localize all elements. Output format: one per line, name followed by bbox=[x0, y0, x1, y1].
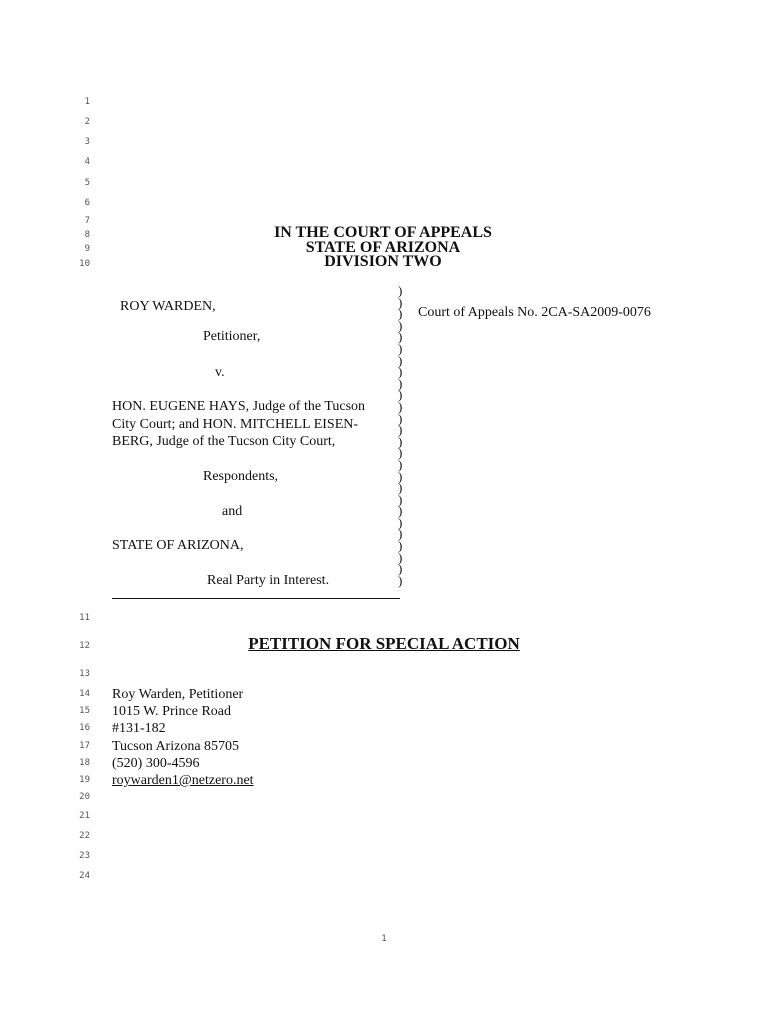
paren: ) bbox=[398, 387, 403, 403]
paren: ) bbox=[398, 317, 403, 333]
line-number: 13 bbox=[79, 669, 90, 679]
petitioner-role: Petitioner, bbox=[203, 329, 261, 344]
and-text: and bbox=[222, 504, 243, 519]
line-number: 19 bbox=[79, 775, 90, 785]
paren: ) bbox=[398, 433, 403, 449]
respondent-role: Respondents, bbox=[203, 469, 279, 484]
contact-address1: 1015 W. Prince Road bbox=[112, 704, 231, 719]
line-number: 8 bbox=[84, 230, 90, 240]
line-number: 21 bbox=[79, 811, 90, 821]
paren: ) bbox=[398, 294, 403, 310]
page-number: 1 bbox=[381, 934, 387, 944]
case-number: Court of Appeals No. 2CA-SA2009-0076 bbox=[418, 305, 651, 320]
paren: ) bbox=[398, 561, 403, 577]
line-number: 2 bbox=[84, 117, 90, 127]
paren: ) bbox=[398, 549, 403, 565]
line-number: 10 bbox=[79, 259, 90, 269]
line-number: 24 bbox=[79, 871, 90, 881]
paren: ) bbox=[398, 456, 403, 472]
contact-name: Roy Warden, Petitioner bbox=[112, 687, 244, 702]
paren: ) bbox=[398, 468, 403, 484]
paren: ) bbox=[398, 445, 403, 461]
line-number: 14 bbox=[79, 689, 90, 699]
paren: ) bbox=[398, 364, 403, 380]
paren: ) bbox=[398, 398, 403, 414]
caption-underline bbox=[112, 598, 400, 599]
court-heading-line2: STATE OF ARIZONA bbox=[305, 239, 461, 256]
line-number: 1 bbox=[84, 97, 90, 107]
paren: ) bbox=[398, 572, 403, 588]
line-number: 3 bbox=[84, 137, 90, 147]
real-party-name: STATE OF ARIZONA, bbox=[112, 538, 244, 553]
line-number: 16 bbox=[79, 723, 90, 733]
line-number: 12 bbox=[79, 641, 90, 651]
line-number: 9 bbox=[84, 244, 90, 254]
contact-email-link[interactable]: roywarden1@netzero.net bbox=[112, 773, 254, 788]
paren: ) bbox=[398, 538, 403, 554]
respondent-line3: BERG, Judge of the Tucson City Court, bbox=[112, 434, 336, 449]
caption-paren-column bbox=[398, 285, 408, 586]
court-heading-line3: DIVISION TWO bbox=[324, 253, 442, 270]
document-title: PETITION FOR SPECIAL ACTION bbox=[248, 634, 520, 653]
paren: ) bbox=[398, 283, 403, 298]
paren: ) bbox=[398, 340, 403, 356]
line-number: 7 bbox=[84, 216, 90, 226]
paren: ) bbox=[398, 514, 403, 530]
respondent-line1: HON. EUGENE HAYS, Judge of the Tucson bbox=[112, 399, 366, 414]
line-number: 5 bbox=[84, 178, 90, 188]
line-number: 18 bbox=[79, 758, 90, 768]
line-number: 4 bbox=[84, 157, 90, 167]
line-number: 11 bbox=[79, 613, 90, 623]
paren: ) bbox=[398, 491, 403, 507]
paren: ) bbox=[398, 503, 403, 519]
line-number: 20 bbox=[79, 792, 90, 802]
contact-phone: (520) 300-4596 bbox=[112, 756, 200, 771]
paren: ) bbox=[398, 410, 403, 426]
paren: ) bbox=[398, 480, 403, 496]
contact-city: Tucson Arizona 85705 bbox=[112, 739, 240, 754]
court-heading-line1: IN THE COURT OF APPEALS bbox=[274, 224, 492, 241]
paren: ) bbox=[398, 329, 403, 345]
paren: ) bbox=[398, 375, 403, 391]
real-party-role: Real Party in Interest. bbox=[207, 573, 330, 588]
line-number: 23 bbox=[79, 851, 90, 861]
line-number: 6 bbox=[84, 198, 90, 208]
contact-address2: #131-182 bbox=[112, 721, 166, 736]
line-number: 15 bbox=[79, 706, 90, 716]
respondent-line2: City Court; and HON. MITCHELL EISEN- bbox=[112, 417, 359, 432]
line-number: 22 bbox=[79, 831, 90, 841]
paren: ) bbox=[398, 306, 403, 322]
paren: ) bbox=[398, 526, 403, 542]
paren: ) bbox=[398, 352, 403, 368]
paren: ) bbox=[398, 422, 403, 438]
line-number: 17 bbox=[79, 741, 90, 751]
petitioner-name: ROY WARDEN, bbox=[120, 299, 216, 314]
versus: v. bbox=[215, 365, 225, 380]
